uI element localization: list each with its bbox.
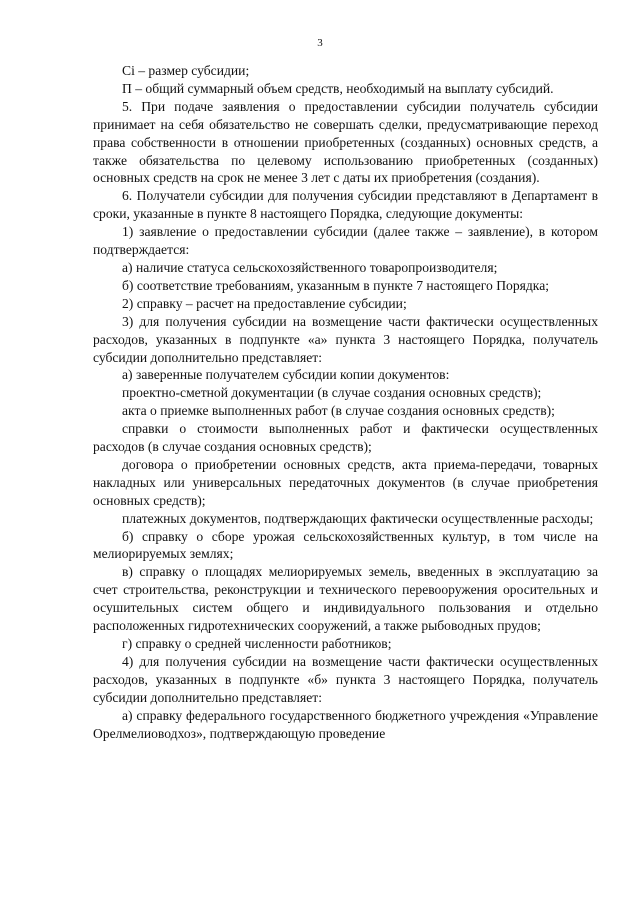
paragraph: справки о стоимости выполненных работ и фактически осуществленных расходов (в случае создания основных средств); [93,421,598,455]
document-body [93,62,598,742]
paragraph: 1) заявление о предоставлении субсидии (далее также – заявление), в котором подтверждается: [93,224,598,258]
paragraph: проектно-сметной документации (в случае создания основных средств); [122,385,542,401]
page-number: 3 [317,37,323,49]
paragraph: платежных документов, подтверждающих фактически осуществленные расходы; [122,510,594,526]
paragraph: б) соответствие требованиям, указанным в пункте 7 настоящего Порядка; [122,277,550,293]
paragraph: а) наличие статуса сельскохозяйственного товаропроизводителя; [122,259,498,275]
paragraph: г) справку о средней численности работников; [122,636,392,651]
paragraph: 3) для получения субсидии на возмещение части фактически осуществленных расходов, указанных в подпункте «а» пункта 3 настоящего Порядка, получатель субсидии дополнительно представляет: [93,313,598,365]
paragraph: 5. При подаче заявления о предоставлении субсидии получатель субсидии принимает на себя обязательство не совершать сделки, предусматривающие переход права собственности в отношении приобретенных (созданных) основных средств, а также обязательства по целевому использованию приобретенных (созданных) основных средств на срок не менее 3 лет с даты их приобретения (создания). [93,98,598,186]
paragraph: 2) справку – расчет на предоставление субсидии; [122,295,407,311]
paragraph: а) заверенные получателем субсидии копии документов: [122,367,450,383]
paragraph: б) справку о сборе урожая сельскохозяйственных культур, в том числе на мелиорируемых землях; [93,528,598,562]
paragraph: П – общий суммарный объем средств, необходимый на выплату субсидий. [122,80,554,96]
paragraph: Ci – размер субсидии; [122,63,250,78]
paragraph: 6. Получатели субсидии для получения субсидии представляют в Департамент в сроки, указанные в пункте 8 настоящего Порядка, следующие документы: [93,188,598,222]
paragraph: а) справку федерального государственного бюджетного учреждения «Управление Орелмелиоводхоз», подтверждающую проведение [93,707,598,741]
paragraph: договора о приобретении основных средств, акта приема-передачи, товарных накладных или универсальных передаточных документов (в случае приобретения основных средств); [93,456,598,508]
paragraph: в) справку о площадях мелиорируемых земель, введенных в эксплуатацию за счет строительства, реконструкции и технического перевооружения оросительных и осушительных систем общего и индивидуального пользования и отдельно расположенных гидротехнических сооружений, а также рыбоводных прудов; [93,564,598,634]
paragraph: акта о приемке выполненных работ (в случае создания основных средств); [122,403,555,419]
paragraph: 4) для получения субсидии на возмещение части фактически осуществленных расходов, указанных в подпункте «б» пункта 3 настоящего Порядка, получатель субсидии дополнительно представляет: [93,653,598,705]
